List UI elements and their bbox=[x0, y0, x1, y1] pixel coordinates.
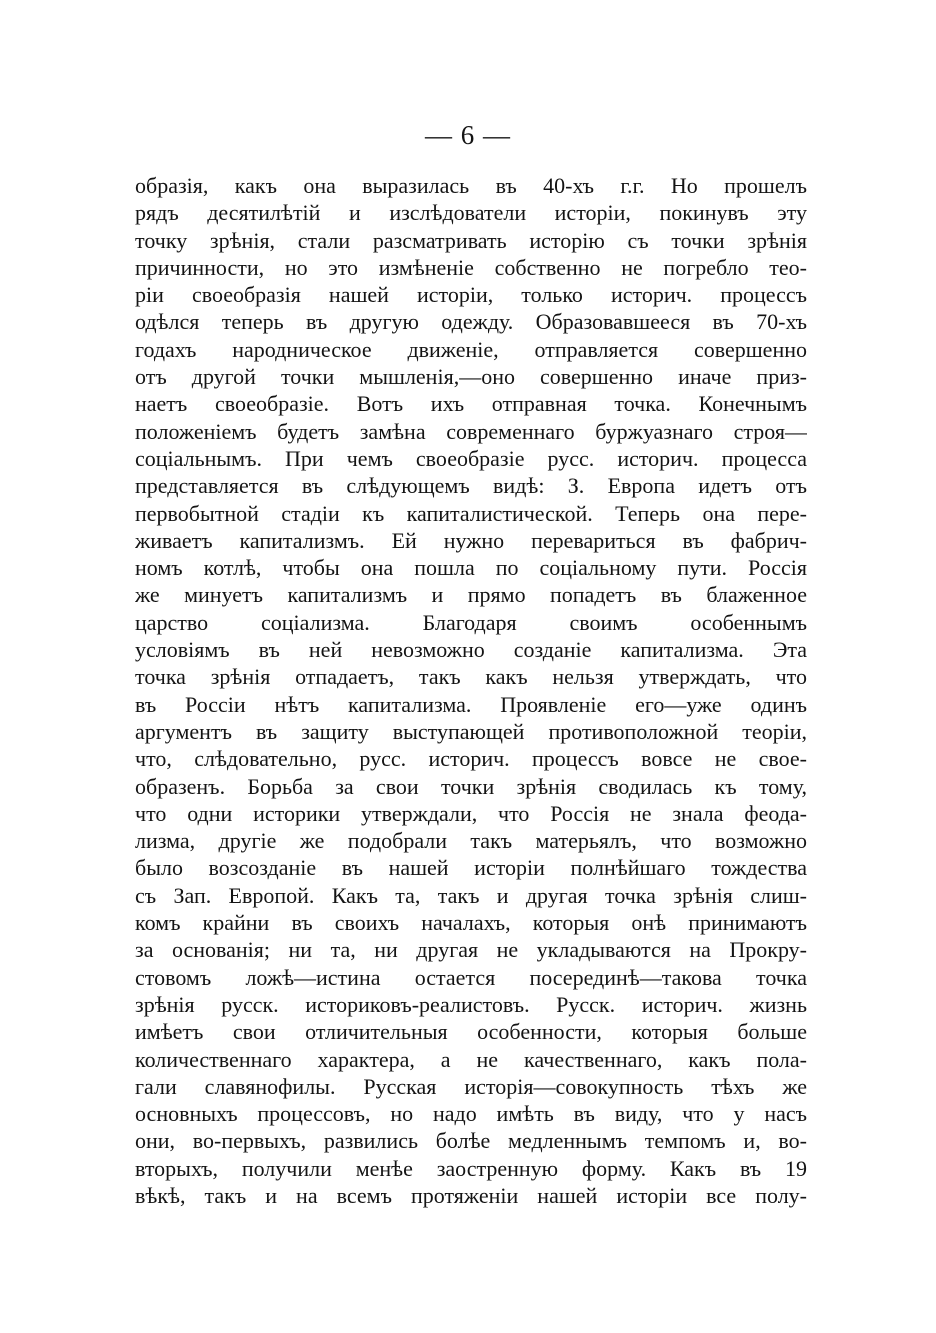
text-line: за основанія; ни та, ни другая не укладываются на Прокру- bbox=[135, 937, 807, 963]
text-line: лизма, другіе же подобрали такъ матерьялъ, что возможно bbox=[135, 828, 807, 854]
text-line: гали славянофилы. Русская исторія—совокупность тѣхъ же bbox=[135, 1073, 807, 1099]
text-line: съ Зап. Европой. Какъ та, такъ и другая точка зрѣнія слиш- bbox=[135, 882, 807, 908]
body-text bbox=[135, 172, 807, 1209]
text-line: комъ крайни въ своихъ началахъ, которыя онѣ принимаютъ bbox=[135, 910, 807, 936]
text-line: имѣетъ свои отличительныя особенности, которыя больше bbox=[135, 1019, 807, 1045]
text-line: въ Россіи нѣтъ капитализма. Проявленіе его—уже одинъ bbox=[135, 691, 807, 717]
text-line: соціальнымъ. При чемъ своеобразіе русс. историч. процесса bbox=[135, 445, 807, 471]
text-line: живаетъ капитализмъ. Ей нужно перевариться въ фабрич- bbox=[135, 527, 807, 553]
text-line: первобытной стадіи къ капиталистической. Теперь она пере- bbox=[135, 500, 807, 526]
text-line: образія, какъ она выразилась въ 40-хъ г.г. Но прошелъ bbox=[135, 173, 807, 198]
text-line: точку зрѣнія, стали разсматривать исторію съ точки зрѣнія bbox=[135, 227, 807, 253]
text-line: основныхъ процессовъ, но надо имѣть въ виду, что у насъ bbox=[135, 1101, 807, 1127]
text-line: они, во-первыхъ, развились болѣе медленнымъ темпомъ и, во- bbox=[135, 1128, 807, 1154]
text-line: причинности, но это измѣненіе собственно не погребло тео- bbox=[135, 254, 807, 280]
text-line: царство соціализма. Благодаря своимъ особеннымъ bbox=[135, 609, 807, 635]
text-line: номъ котлѣ, чтобы она пошла по соціальному пути. Россія bbox=[135, 555, 807, 581]
text-line: точка зрѣнія отпадаетъ, такъ какъ нельзя утверждать, что bbox=[135, 664, 807, 690]
text-line: было возсозданіе въ нашей исторіи полнѣйшаго тождества bbox=[135, 855, 807, 881]
text-line: годахъ народническое движеніе, отправляется совершенно bbox=[135, 336, 807, 362]
text-line: количественнаго характера, а не качественнаго, какъ пола- bbox=[135, 1046, 807, 1072]
text-line: же минуетъ капитализмъ и прямо попадетъ въ блаженное bbox=[135, 582, 807, 608]
text-line: вторыхъ, получили менѣе заостренную форму. Какъ въ 19 bbox=[135, 1155, 807, 1181]
text-line: положеніемъ будетъ замѣна современнаго буржуазнаго строя— bbox=[135, 418, 807, 444]
text-line: рядъ десятилѣтій и изслѣдователи исторіи, покинувъ эту bbox=[135, 200, 807, 226]
text-line: наетъ своеобразіе. Вотъ ихъ отправная точка. Конечнымъ bbox=[135, 391, 807, 417]
text-line: что одни историки утверждали, что Россія не знала феода- bbox=[135, 800, 807, 826]
text-line: зрѣнія русск. историковъ-реалистовъ. Русск. историч. жизнь bbox=[135, 991, 807, 1017]
text-line: стовомъ ложѣ—истина остается посерединѣ—такова точка bbox=[135, 964, 807, 990]
page-number: — 6 — bbox=[425, 120, 511, 150]
text-line: условіямъ въ ней невозможно созданіе капитализма. Эта bbox=[135, 637, 807, 663]
text-line: отъ другой точки мышленія,—оно совершенно иначе приз- bbox=[135, 364, 807, 390]
text-line: аргументъ въ защиту выступающей противоположной теоріи, bbox=[135, 718, 807, 744]
text-line: представляется въ слѣдующемъ видѣ: З. Европа идетъ отъ bbox=[135, 473, 807, 499]
text-line: вѣкѣ, такъ и на всемъ протяженіи нашей исторіи все полу- bbox=[135, 1182, 807, 1208]
text-line: одѣлся теперь въ другую одежду. Образовавшееся въ 70-хъ bbox=[135, 309, 807, 335]
text-line: образенъ. Борьба за свои точки зрѣнія сводилась къ тому, bbox=[135, 773, 807, 799]
text-line: что, слѣдовательно, русс. историч. процессъ вовсе не свое- bbox=[135, 746, 807, 772]
text-line: ріи своеобразія нашей исторіи, только историч. процессъ bbox=[135, 282, 807, 308]
